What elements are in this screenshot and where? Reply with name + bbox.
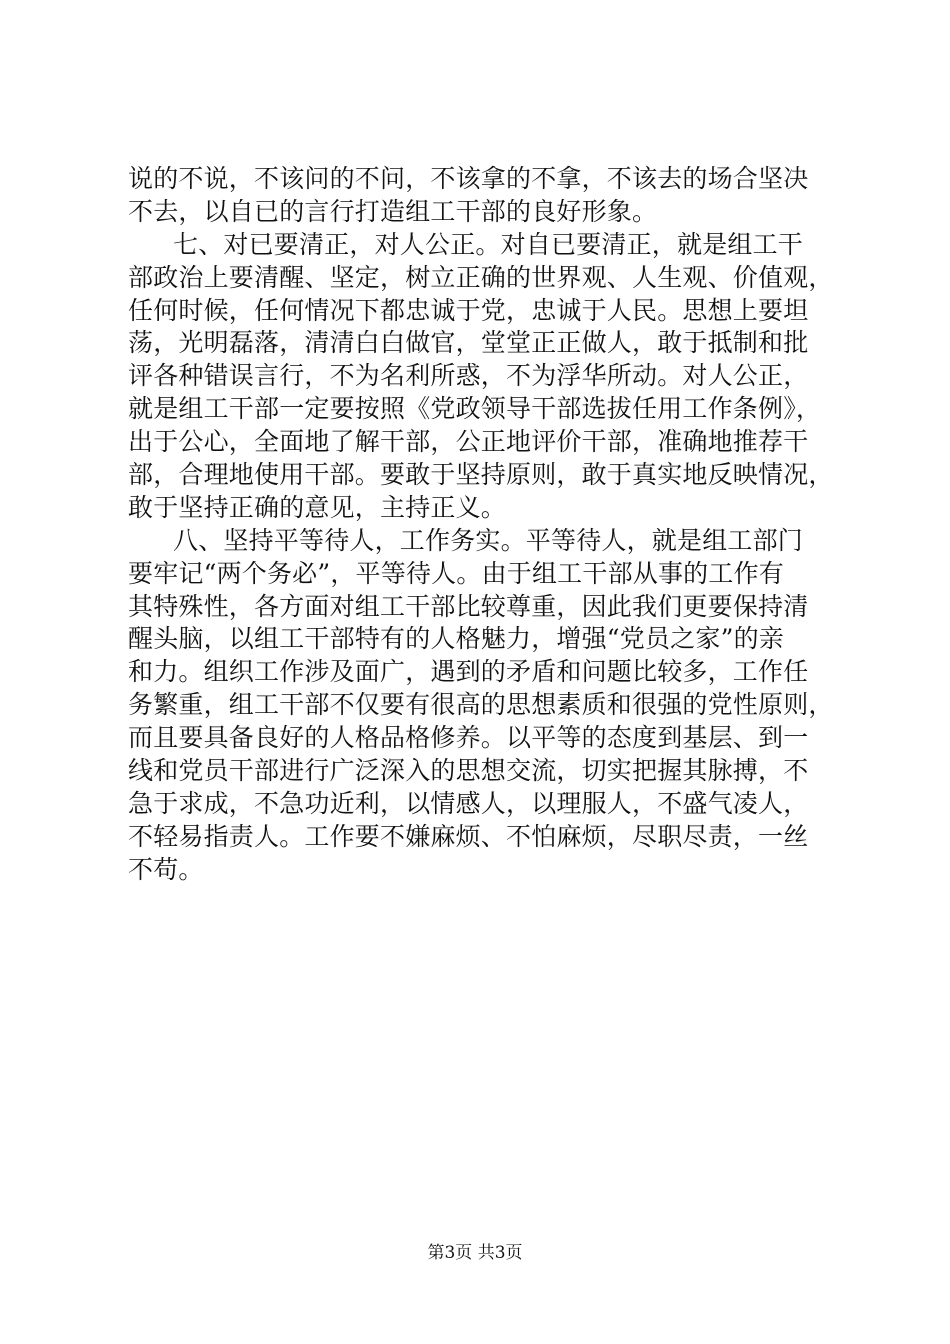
text-line: 而且要具备良好的人格品格修养。以平等的态度到基层、到一 [128, 723, 809, 753]
text-line: 和力。组织工作涉及面广，遇到的矛盾和问题比较多，工作任 [128, 657, 809, 687]
text-line: 要牢记“两个务必”，平等待人。由于组工干部从事的工作有 [128, 558, 784, 588]
text-line: 就是组工干部一定要按照《党政领导干部选拔任用工作条例》， [128, 394, 822, 424]
text-line: 不轻易指责人。工作要不嫌麻烦、不怕麻烦，尽职尽责，一丝 [128, 821, 809, 851]
text-line: 务繁重，组工干部不仅要有很高的思想素质和很强的党性原则， [128, 690, 834, 720]
paragraph-seven-first-line: 七、对已要清正，对人公正。对自已要清正，就是组工干 [173, 229, 804, 259]
text-line: 不去，以自已的言行打造组工干部的良好形象。 [128, 196, 658, 226]
page-number-footer: 第3页 共3页 [427, 1243, 523, 1263]
text-line: 说的不说，不该问的不问，不该拿的不拿，不该去的场合坚决 [128, 164, 809, 193]
text-line: 部，合理地使用干部。要敢于坚持原则，敢于真实地反映情况， [128, 460, 834, 490]
text-line: 不苟。 [128, 854, 204, 884]
text-line: 其特殊性，各方面对组工干部比较尊重，因此我们更要保持清 [128, 591, 809, 621]
text-line: 评各种错误言行，不为名利所惑，不为浮华所动。对人公正， [128, 361, 809, 391]
body-text [128, 163, 834, 887]
paragraph-eight-first-line: 八、坚持平等待人，工作务实。平等待人，就是组工部门 [173, 525, 804, 555]
text-line: 任何时候，任何情况下都忠诚于党，忠诚于人民。思想上要坦 [128, 295, 809, 325]
text-line: 出于公心，全面地了解干部，公正地评价干部，准确地推荐干 [128, 427, 809, 457]
text-line: 荡，光明磊落，清清白白做官，堂堂正正做人，敢于抵制和批 [128, 328, 809, 358]
text-line: 醒头脑，以组工干部特有的人格魅力，增强“党员之家”的亲 [128, 624, 784, 654]
text-line: 线和党员干部进行广泛深入的思想交流，切实把握其脉搏，不 [128, 756, 809, 786]
text-line: 急于求成，不急功近利，以情感人，以理服人，不盛气凌人， [128, 788, 809, 818]
text-line: 敢于坚持正确的意见，主持正义。 [128, 492, 507, 522]
text-line: 部政治上要清醒、坚定，树立正确的世界观、人生观、价值观， [128, 262, 834, 292]
